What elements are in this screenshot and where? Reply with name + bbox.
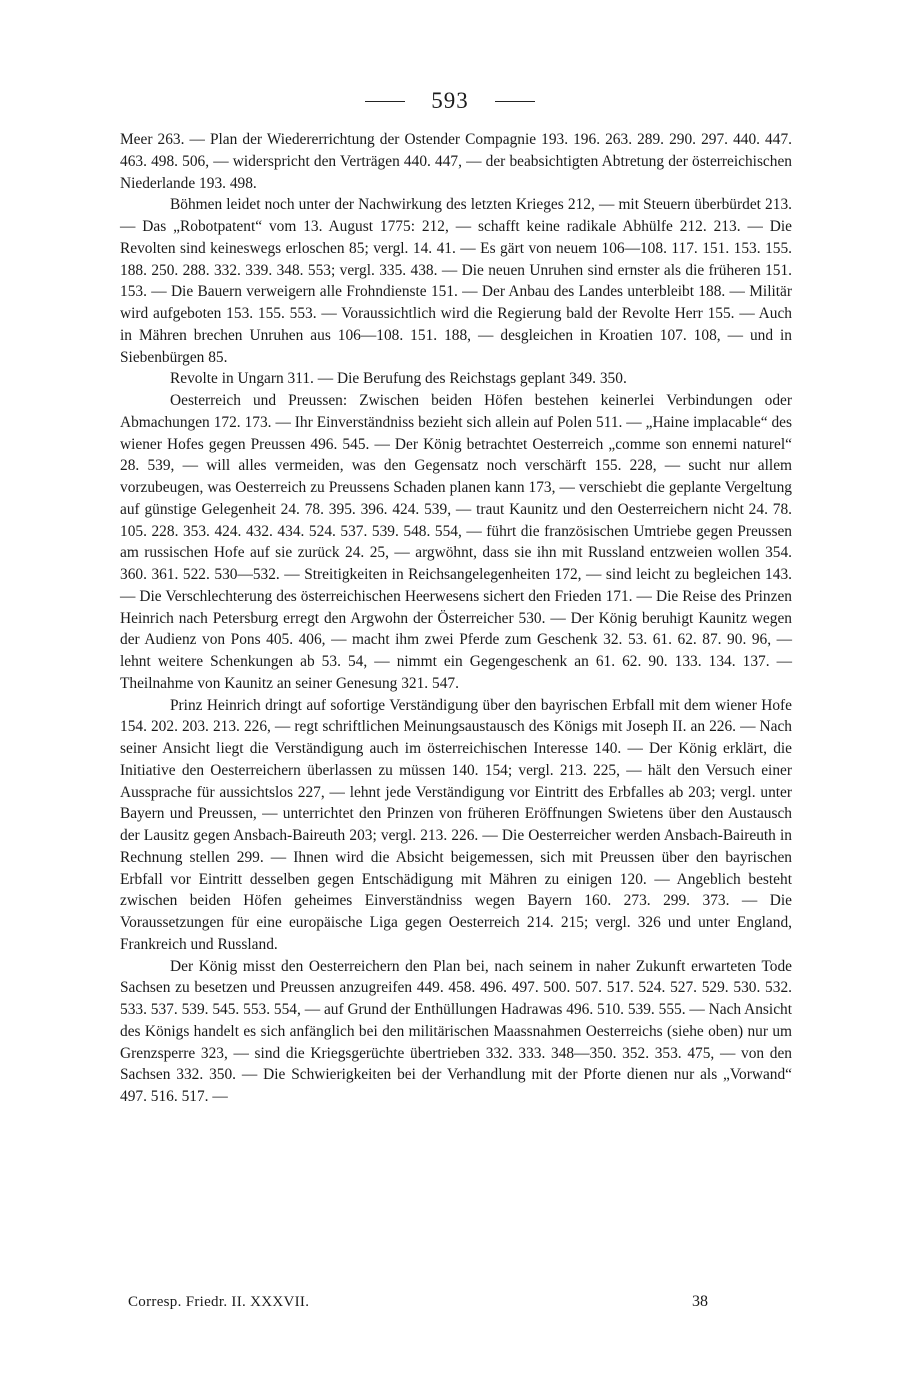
paragraph-ostender: Meer 263. — Plan der Wiedererrichtung der Ostender Compagnie 193. 196. 263. 289. 290. 297. 440. 447. 463. 498. 506, — widerspricht den Verträgen 440. 447, — der beabsichtigten Abtretung der österreichischen Niederlande 193. 498.	[120, 131, 792, 192]
paragraph-oesterreich-preussen: Oesterreich und Preussen: Zwischen beiden Höfen bestehen keinerlei Verbindungen oder Abmachungen 172. 173. — Ihr Einverständniss bezieht sich allein auf Polen 511. — „Haine implacable“ des wiener Hofes gegen Preussen 496. 545. — Der König betrachtet Oesterreich „comme son ennemi naturel“ 28. 539, — will alles vermeiden, was den Gegensatz noch verschärft 155. 228, — sucht nur allem vorzubeugen, was Oesterreich zu Preussens Schaden planen kann 173, — verschiebt die geplante Vergeltung auf günstige Gelegenheit 24. 78. 395. 396. 424. 539, — traut Kaunitz und den Oesterreichern nicht 24. 78. 105. 228. 353. 424. 432. 434. 524. 537. 539. 548. 554, — führt die französischen Umtriebe gegen Preussen am russischen Hofe auf sie zurück 24. 25, — argwöhnt, dass sie ihn mit Russland entzweien wollen 354. 360. 361. 522. 530—532. — Streitigkeiten in Reichsangelegenheiten 172, — sind leicht zu begleichen 143. — Die Verschlechterung des österreichischen Heerwesens sichert den Frieden 171. — Die Reise des Prinzen Heinrich nach Petersburg erregt den Argwohn der Österreicher 530. — Der König beruhigt Kaunitz wegen der Audienz von Pons 405. 406, — macht ihm zwei Pferde zum Geschenk 32. 53. 61. 62. 87. 90. 96, — lehnt weitere Schenkungen ab 53. 54, — nimmt ein Gegengeschenk an 61. 62. 90. 133. 134. 137. — Theilnahme von Kaunitz an seiner Genesung 321. 547.	[120, 392, 792, 692]
sheet-number: 38	[692, 1293, 708, 1310]
paragraph-boehmen: Böhmen leidet noch unter der Nachwirkung des letzten Krieges 212, — mit Steuern überbürdet 213. — Das „Robotpatent“ vom 13. August 1775: 212, — schafft keine radikale Abhülfe 212. 213. — Die Revolten sind keineswegs erloschen 85; vergl. 14. 41. — Es gärt von neuem 106—108. 117. 151. 153. 155. 188. 250. 288. 332. 339. 348. 553; vergl. 335. 438. — Die neuen Unruhen sind ernster als die früheren 151. 153. — Die Bauern verweigern alle Frohndienste 151. — Der Anbau des Landes unterbleibt 188. — Militär wird aufgeboten 153. 155. 553. — Voraussichtlich wird die Regierung bald der Revolte Herr 155. — Auch in Mähren brechen Unruhen aus 106—108. 151. 188, — desgleichen in Kroatien 107. 108, — und in Siebenbürgen 85.	[120, 196, 792, 366]
signature-mark: Corresp. Friedr. II. XXXVII.	[128, 1294, 310, 1310]
header-rule-right	[495, 101, 535, 102]
page-footer	[128, 1293, 708, 1323]
paragraph-koenig-sachsen: Der König misst den Oesterreichern den Plan bei, nach seinem in naher Zukunft erwarteten Tode Sachsen zu besetzen und Preussen anzugreifen 449. 458. 496. 497. 500. 507. 517. 524. 527. 529. 530. 532. 533. 537. 539. 545. 553. 554, — auf Grund der Enthüllungen Hadrawas 496. 510. 539. 555. — Nach Ansicht des Königs handelt es sich anfänglich bei den militärischen Maassnahmen Oesterreichs (siehe oben) nur um Grenzsperre 323, — sind die Kriegsgerüchte übertrieben 332. 333. 348—350. 352. 353. 475, — von den Sachsen 332. 350. — Die Schwierigkeiten bei der Verhandlung mit der Pforte dienen nur als „Vorwand“ 497. 516. 517. —	[120, 957, 792, 1105]
paragraph-ungarn: Revolte in Ungarn 311. — Die Berufung des Reichstags geplant 349. 350.	[170, 370, 627, 388]
index-text	[120, 129, 792, 1108]
page-number: 593	[431, 88, 469, 113]
paragraph-prinz-heinrich: Prinz Heinrich dringt auf sofortige Verständigung über den bayrischen Erbfall mit dem wiener Hofe 154. 202. 203. 213. 226, — regt schriftlichen Meinungsaustausch des Königs mit Joseph II. an 226. — Nach seiner Ansicht liegt die Verständigung auch im österreichischen Interesse 140. — Der König erklärt, die Initiative den Oesterreichern überlassen zu müssen 140. 154; vergl. 213. 225, — hält den Versuch einer Aussprache für aussichtslos 227, — lehnt jede Verständigung vor Eintritt des Erbfalles ab 203; vergl. unter Bayern und Preussen, — unterrichtet den Prinzen von früheren Eröffnungen Swietens über den Austausch der Lausitz gegen Ansbach-Baireuth 203; vergl. 213. 226. — Die Oesterreicher werden Ansbach-Baireuth in Rechnung stellen 299. — Ihnen wird die Absicht beigemessen, sich mit Preussen über den bayrischen Erbfall vor Eintritt desselben gegen Entschädigung mit Mähren zu einigen 120. — Angeblich besteht zwischen beiden Höfen geheimes Einverständniss wegen Bayern 160. 273. 299. 373. — Die Voraussetzungen für eine europäische Liga gegen Oesterreich 214. 215; vergl. 326 und unter England, Frankreich und Russland.	[120, 696, 792, 953]
page-header	[0, 86, 900, 116]
header-rule-left	[365, 101, 405, 102]
